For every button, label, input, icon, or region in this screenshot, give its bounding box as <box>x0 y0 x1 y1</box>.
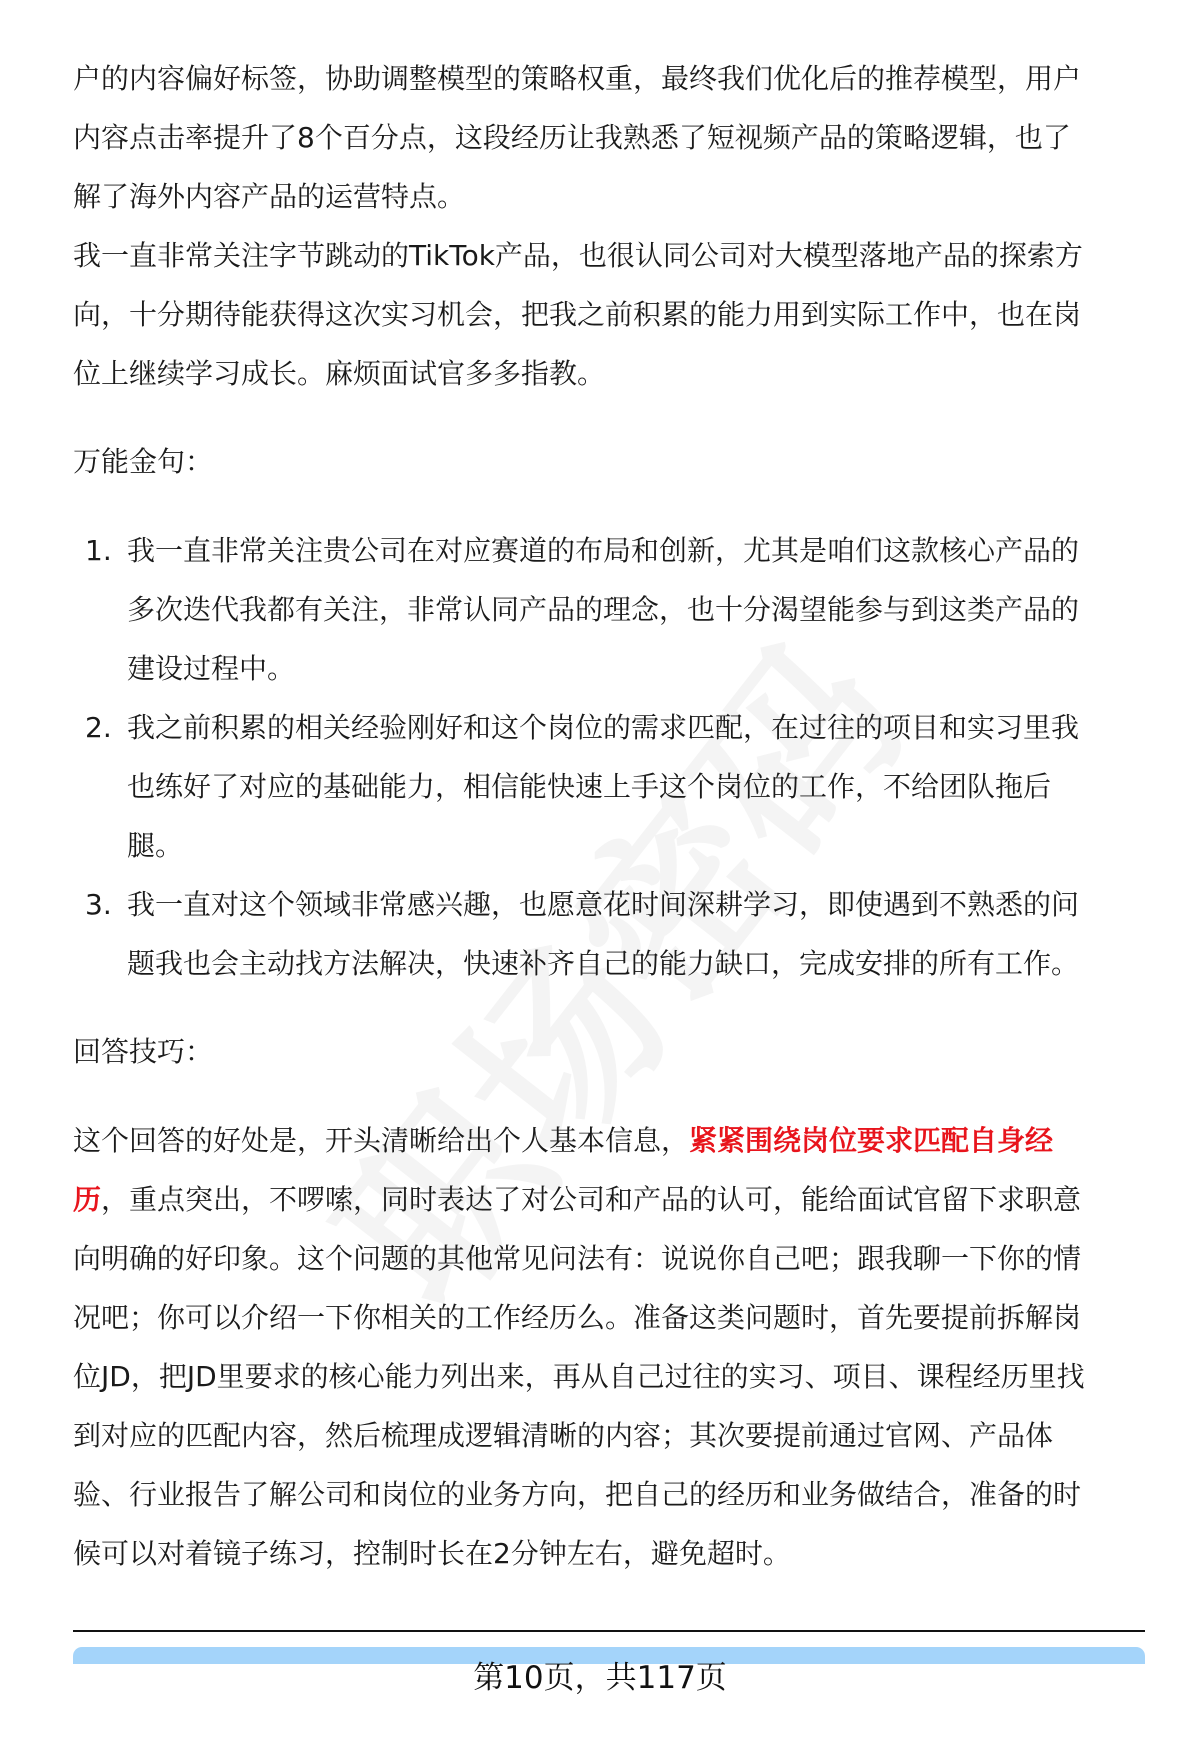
text-segment: 这个回答的好处是，开头清晰给出个人基本信息， <box>73 1124 690 1157</box>
text-line: 内容点击率提升了8个百分点，这段经历让我熟悉了短视频产品的策略逻辑，也了 <box>73 121 1071 154</box>
text-line <box>73 816 1153 875</box>
text-segment: 况吧；你可以介绍一下你相关的工作经历么。准备这类问题时，首先要提前拆解岗 <box>73 1301 1082 1334</box>
list-item-text: 题我也会主动找方法解决，快速补齐自己的能力缺口，完成安排的所有工作。 <box>127 947 1080 980</box>
text-line: 位上继续学习成长。麻烦面试官多多指教。 <box>73 357 606 390</box>
footer-divider <box>73 1630 1145 1632</box>
golden-sentences-heading: 万能金句： <box>73 445 214 478</box>
document-body <box>73 49 1153 1583</box>
answer-tips-paragraph <box>73 1111 1153 1583</box>
intro-paragraph <box>73 226 1153 403</box>
text-line <box>73 698 1153 757</box>
text-line <box>73 521 1153 580</box>
text-segment: ，重点突出，不啰嗦，同时表达了对公司和产品的认可，能给面试官留下求职意 <box>101 1183 1082 1216</box>
list-item-text: 我一直非常关注贵公司在对应赛道的布局和创新，尤其是咱们这款核心产品的 <box>127 534 1080 567</box>
text-line: 解了海外内容产品的运营特点。 <box>73 180 466 213</box>
text-line: 向，十分期待能获得这次实习机会，把我之前积累的能力用到实际工作中，也在岗 <box>73 298 1082 331</box>
text-line <box>73 1347 1153 1406</box>
list-item <box>73 698 1153 875</box>
list-item-text: 多次迭代我都有关注，非常认同产品的理念，也十分渴望能参与到这类产品的 <box>127 593 1080 626</box>
highlighted-text: 紧紧围绕岗位要求匹配自身经 <box>689 1124 1054 1157</box>
text-segment: 验、行业报告了解公司和岗位的业务方向，把自己的经历和业务做结合，准备的时 <box>73 1478 1082 1511</box>
text-line: 我一直非常关注字节跳动的TikTok产品，也很认同公司对大模型落地产品的探索方 <box>73 239 1083 272</box>
text-line: 户的内容偏好标签，协助调整模型的策略权重，最终我们优化后的推荐模型，用户 <box>73 62 1082 95</box>
text-segment: 到对应的匹配内容，然后梳理成逻辑清晰的内容；其次要提前通过官网、产品体 <box>73 1419 1054 1452</box>
highlighted-text: 历 <box>73 1183 102 1216</box>
list-number: 2. <box>85 711 112 744</box>
list-item-text: 我之前积累的相关经验刚好和这个岗位的需求匹配，在过往的项目和实习里我 <box>127 711 1080 744</box>
page-indicator: 第10页，共117页 <box>473 1660 727 1696</box>
golden-sentences-list <box>73 521 1153 993</box>
list-number: 3. <box>85 888 112 921</box>
text-line <box>73 875 1153 934</box>
text-line <box>73 1229 1153 1288</box>
list-item-text: 我一直对这个领域非常感兴趣，也愿意花时间深耕学习，即使遇到不熟悉的问 <box>127 888 1080 921</box>
intro-section <box>73 49 1153 403</box>
list-number: 1. <box>85 534 112 567</box>
text-segment: 向明确的好印象。这个问题的其他常见问法有：说说你自己吧；跟我聊一下你的情 <box>73 1242 1082 1275</box>
text-line <box>73 1524 1153 1583</box>
list-item-text: 建设过程中。 <box>127 652 296 685</box>
list-item-text: 也练好了对应的基础能力，相信能快速上手这个岗位的工作，不给团队拖后 <box>127 770 1052 803</box>
text-line <box>73 580 1153 639</box>
text-segment: 候可以对着镜子练习，控制时长在2分钟左右，避免超时。 <box>73 1537 791 1570</box>
text-line <box>73 1406 1153 1465</box>
text-line <box>73 639 1153 698</box>
answer-tips-heading: 回答技巧： <box>73 1035 214 1068</box>
text-line <box>73 757 1153 816</box>
list-item-text: 腿。 <box>127 829 184 862</box>
text-segment: 位JD，把JD里要求的核心能力列出来，再从自己过往的实习、项目、课程经历里找 <box>73 1360 1085 1393</box>
text-line <box>73 934 1153 993</box>
text-line <box>73 1288 1153 1347</box>
intro-paragraph <box>73 49 1153 226</box>
text-line <box>73 1111 1153 1170</box>
text-line <box>73 1465 1153 1524</box>
text-line <box>73 1170 1153 1229</box>
list-item <box>73 521 1153 698</box>
list-item <box>73 875 1153 993</box>
